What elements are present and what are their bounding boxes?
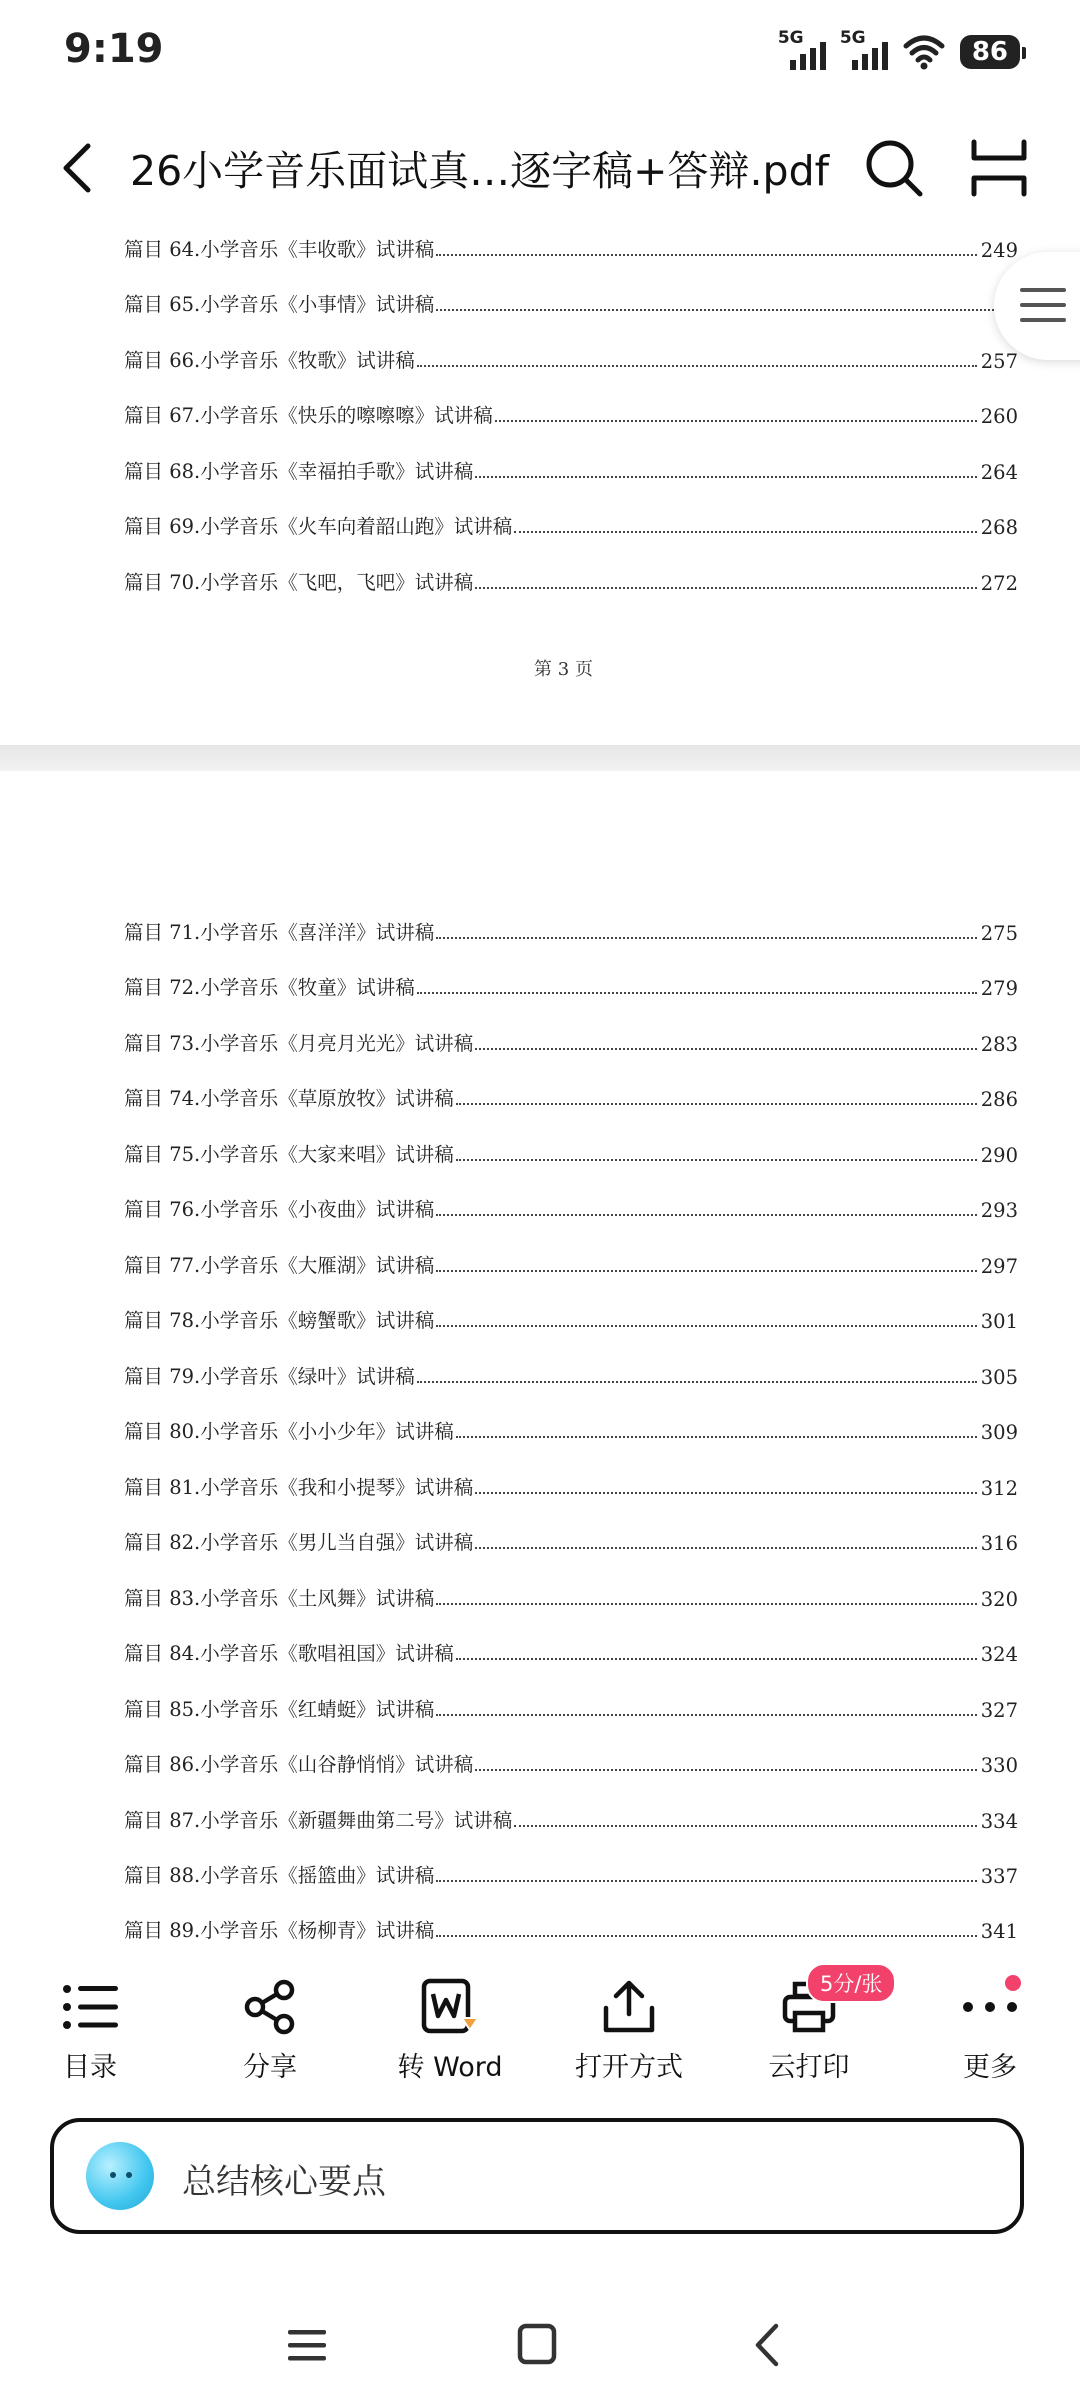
system-navigation-bar (0, 2280, 1080, 2401)
toc-entry[interactable] (124, 448, 1018, 484)
toc-entry[interactable] (124, 281, 1018, 317)
toc-entry-page: 279 (980, 977, 1018, 1000)
more-button[interactable] (920, 1975, 1060, 2085)
notification-dot (1005, 1975, 1021, 1991)
leader-dots (436, 1325, 977, 1327)
toc-entry-title: 篇目 64.小学音乐《丰收歌》试讲稿 (124, 238, 435, 261)
toc-entry-page: 341 (980, 1920, 1018, 1943)
more-dots-icon (962, 2001, 1018, 2013)
toc-entry-page: 249 (980, 239, 1018, 262)
toc-entry-page: 309 (980, 1421, 1018, 1444)
toc-entry[interactable] (124, 1686, 1018, 1722)
toc-entry-title: 篇目 69.小学音乐《火车向着韶山跑》试讲稿 (124, 515, 513, 538)
document-title: 26小学音乐面试真…逐字稿+答辩.pdf (130, 147, 830, 195)
leader-dots (475, 1769, 977, 1771)
leader-dots (456, 1159, 977, 1161)
toc-entry-title: 篇目 88.小学音乐《摇篮曲》试讲稿 (124, 1864, 435, 1887)
toc-entry[interactable] (124, 503, 1018, 539)
toc-entry[interactable] (124, 1020, 1018, 1056)
title-bar (0, 110, 1080, 225)
toc-entry[interactable] (124, 1575, 1018, 1611)
toc-entry-title: 篇目 82.小学音乐《男儿当自强》试讲稿 (124, 1531, 474, 1554)
toc-entry-page: 316 (980, 1532, 1018, 1555)
toc-entry[interactable] (124, 1464, 1018, 1500)
toc-button-label: 目录 (63, 2052, 117, 2083)
wifi-icon (902, 32, 946, 72)
toc-entry-title: 篇目 79.小学音乐《绿叶》试讲稿 (124, 1365, 415, 1388)
leader-dots (436, 1603, 977, 1605)
status-time: 9:19 (64, 26, 164, 72)
convert-to-word-button[interactable] (380, 1975, 520, 2085)
toc-entry-title: 篇目 83.小学音乐《土风舞》试讲稿 (124, 1587, 435, 1610)
toc-entry-page: 257 (980, 350, 1018, 373)
leader-dots (417, 992, 977, 994)
leader-dots (475, 587, 977, 589)
toc-entry-page: 272 (980, 572, 1018, 595)
toc-entry[interactable] (124, 1741, 1018, 1777)
leader-dots (514, 531, 977, 533)
toc-entry-title: 篇目 75.小学音乐《大家来唱》试讲稿 (124, 1143, 454, 1166)
more-button-label: 更多 (963, 2052, 1017, 2083)
battery-indicator: 86 (960, 35, 1020, 69)
toc-entry-title: 篇目 80.小学音乐《小小少年》试讲稿 (124, 1420, 454, 1443)
toc-entry[interactable] (124, 909, 1018, 945)
toc-entry-title: 篇目 70.小学音乐《飞吧，飞吧》试讲稿 (124, 571, 474, 594)
toc-entry-page: 290 (980, 1144, 1018, 1167)
toc-entry-title: 篇目 84.小学音乐《歌唱祖国》试讲稿 (124, 1642, 454, 1665)
leader-dots (436, 309, 1001, 311)
toc-entry[interactable] (124, 1519, 1018, 1555)
leader-dots (436, 1935, 977, 1937)
leader-dots (456, 1436, 977, 1438)
back-icon[interactable] (740, 2320, 800, 2370)
upload-icon (601, 1978, 657, 2036)
toc-entry-title: 篇目 87.小学音乐《新疆舞曲第二号》试讲稿 (124, 1809, 513, 1832)
toc-entry-page: 268 (980, 516, 1018, 539)
word-icon (420, 1978, 480, 2036)
toc-entry-title: 篇目 71.小学音乐《喜洋洋》试讲稿 (124, 921, 435, 944)
status-icons (778, 30, 1020, 74)
toc-entry[interactable] (124, 1797, 1018, 1833)
leader-dots (436, 1270, 977, 1272)
ai-summary-button[interactable] (50, 2118, 1024, 2234)
leader-dots (417, 1381, 977, 1383)
ai-summary-label: 总结核心要点 (182, 2162, 386, 2202)
pdf-page[interactable] (0, 771, 1080, 1951)
toc-entry-page: 334 (980, 1810, 1018, 1833)
network-type-label: 5G (839, 28, 866, 48)
toc-entry-title: 篇目 66.小学音乐《牧歌》试讲稿 (124, 349, 415, 372)
toc-entry-title: 篇目 74.小学音乐《草原放牧》试讲稿 (124, 1087, 454, 1110)
page-footer-number: 第 3 页 (534, 659, 593, 680)
toc-entry[interactable] (124, 1131, 1018, 1167)
convert-to-word-label: 转 Word (397, 2052, 503, 2083)
toc-entry[interactable] (124, 1907, 1018, 1943)
leader-dots (436, 1214, 977, 1216)
fit-width-icon[interactable] (968, 136, 1030, 200)
leader-dots (475, 1492, 977, 1494)
share-button[interactable] (200, 1975, 340, 2085)
toc-entry-page: 305 (980, 1366, 1018, 1389)
price-badge: 5分/张 (806, 1963, 896, 2003)
leader-dots (456, 1658, 977, 1660)
toc-entry-title: 篇目 72.小学音乐《牧童》试讲稿 (124, 976, 415, 999)
toc-entry[interactable] (124, 1353, 1018, 1389)
bottom-toolbar (0, 1955, 1080, 2095)
toc-entry[interactable] (124, 1297, 1018, 1333)
toc-entry-page: 312 (980, 1477, 1018, 1500)
toc-entry-page: 260 (980, 405, 1018, 428)
toc-entry[interactable] (124, 392, 1018, 428)
toc-entry-title: 篇目 81.小学音乐《我和小提琴》试讲稿 (124, 1476, 474, 1499)
toc-entry-page: 293 (980, 1199, 1018, 1222)
toc-entry-page: 301 (980, 1310, 1018, 1333)
toc-entry[interactable] (124, 559, 1018, 595)
leader-dots (475, 476, 977, 478)
toc-entry[interactable] (124, 1075, 1018, 1111)
signal-icon (839, 28, 888, 72)
pdf-page[interactable] (0, 225, 1080, 745)
toc-entry[interactable] (124, 1242, 1018, 1278)
toc-entry-page: 283 (980, 1033, 1018, 1056)
toc-entry-title: 篇目 78.小学音乐《螃蟹歌》试讲稿 (124, 1309, 435, 1332)
leader-dots (475, 1048, 977, 1050)
toc-entry-title: 篇目 65.小学音乐《小事情》试讲稿 (124, 293, 435, 316)
toc-entry-page: 330 (980, 1754, 1018, 1777)
toc-entry-title: 篇目 76.小学音乐《小夜曲》试讲稿 (124, 1198, 435, 1221)
toc-entry-page: 297 (980, 1255, 1018, 1278)
toc-entry-page: 275 (980, 922, 1018, 945)
toc-entry-page: 320 (980, 1588, 1018, 1611)
leader-dots (436, 254, 977, 256)
toc-entry[interactable] (124, 1852, 1018, 1888)
toc-entry-title: 篇目 77.小学音乐《大雁湖》试讲稿 (124, 1254, 435, 1277)
leader-dots (436, 937, 977, 939)
page-separator (0, 745, 1080, 771)
leader-dots (514, 1825, 977, 1827)
toc-button[interactable] (20, 1975, 160, 2085)
leader-dots (475, 1547, 977, 1549)
leader-dots (436, 1880, 977, 1882)
toc-entry-page: 337 (980, 1865, 1018, 1888)
toc-entry-page: 327 (980, 1699, 1018, 1722)
back-arrow-icon[interactable] (50, 138, 110, 198)
toc-entry[interactable] (124, 1186, 1018, 1222)
toc-entry-page: 264 (980, 461, 1018, 484)
signal-icon (777, 28, 826, 72)
home-icon[interactable] (508, 2320, 568, 2370)
list-icon (62, 1983, 118, 2031)
recent-apps-icon[interactable] (278, 2320, 338, 2370)
leader-dots (436, 1714, 977, 1716)
cloud-print-label: 云打印 (768, 2052, 850, 2083)
menu-lines-icon (1020, 288, 1066, 324)
open-with-button[interactable] (559, 1975, 699, 2085)
toc-entry[interactable] (124, 337, 1018, 373)
toc-entry[interactable] (124, 1408, 1018, 1444)
toc-entry-title: 篇目 73.小学音乐《月亮月光光》试讲稿 (124, 1032, 474, 1055)
toc-entry[interactable] (124, 1630, 1018, 1666)
toc-entry-page: 324 (980, 1643, 1018, 1666)
status-bar (0, 0, 1080, 110)
leader-dots (456, 1103, 977, 1105)
toc-entry-title: 篇目 89.小学音乐《杨柳青》试讲稿 (124, 1919, 435, 1942)
leader-dots (417, 365, 977, 367)
toc-entry-title: 篇目 86.小学音乐《山谷静悄悄》试讲稿 (124, 1753, 474, 1776)
share-button-label: 分享 (243, 2052, 297, 2083)
leader-dots (495, 420, 977, 422)
ai-assistant-avatar-icon (86, 2142, 154, 2210)
toc-entry-title: 篇目 85.小学音乐《红蜻蜓》试讲稿 (124, 1698, 435, 1721)
share-icon (242, 1979, 298, 2035)
network-type-label: 5G (777, 28, 804, 48)
toc-entry[interactable] (124, 226, 1018, 262)
toc-entry-page: 286 (980, 1088, 1018, 1111)
toc-entry[interactable] (124, 964, 1018, 1000)
toc-entry-title: 篇目 68.小学音乐《幸福拍手歌》试讲稿 (124, 460, 474, 483)
toc-entry-title: 篇目 67.小学音乐《快乐的嚓嚓嚓》试讲稿 (124, 404, 493, 427)
open-with-label: 打开方式 (575, 2052, 683, 2083)
search-icon[interactable] (862, 136, 926, 200)
